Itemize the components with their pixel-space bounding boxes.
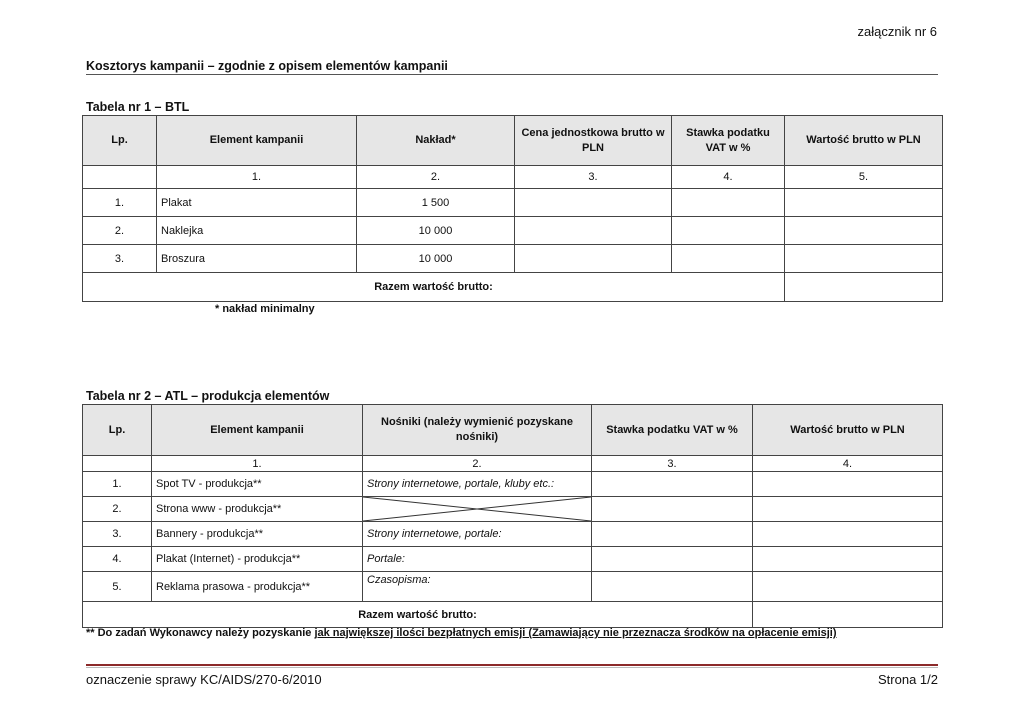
nosniki-cell[interactable]: Strony internetowe, portale, kluby etc.:	[363, 472, 592, 497]
lp-cell: 1.	[83, 472, 152, 497]
footer-rule	[86, 664, 938, 666]
col-element: Element kampanii	[157, 116, 357, 166]
num-cell: 2.	[363, 456, 592, 472]
total-row	[83, 273, 943, 302]
num-cell: 4.	[672, 166, 785, 189]
naklad-cell: 10 000	[357, 245, 515, 273]
case-reference: oznaczenie sprawy KC/AIDS/270-6/2010	[86, 672, 322, 687]
wartosc-input-cell[interactable]	[753, 497, 943, 522]
table-row	[83, 189, 943, 217]
col-naklad: Nakład*	[357, 116, 515, 166]
col-cena: Cena jednostkowa brutto w PLN	[515, 116, 672, 166]
total-label: Razem wartość brutto:	[83, 273, 785, 302]
total-value-cell[interactable]	[753, 602, 943, 628]
annex-label: załącznik nr 6	[857, 24, 937, 39]
vat-input-cell[interactable]	[592, 522, 753, 547]
element-cell: Reklama prasowa - produkcja**	[152, 572, 363, 602]
table-number-row	[83, 456, 943, 472]
lp-cell: 2.	[83, 217, 157, 245]
nosniki-cell[interactable]: Czasopisma:	[363, 572, 592, 602]
cena-input-cell[interactable]	[515, 189, 672, 217]
table-row	[83, 472, 943, 497]
vat-input-cell[interactable]	[592, 497, 753, 522]
element-cell: Spot TV - produkcja**	[152, 472, 363, 497]
page-number: Strona 1/2	[878, 672, 938, 687]
num-cell	[83, 166, 157, 189]
col-vat: Stawka podatku VAT w %	[592, 405, 753, 456]
lp-cell: 5.	[83, 572, 152, 602]
element-cell: Broszura	[157, 245, 357, 273]
wartosc-input-cell[interactable]	[753, 572, 943, 602]
cena-input-cell[interactable]	[515, 245, 672, 273]
col-element: Element kampanii	[152, 405, 363, 456]
lp-cell: 1.	[83, 189, 157, 217]
num-cell: 2.	[357, 166, 515, 189]
col-vat: Stawka podatku VAT w %	[672, 116, 785, 166]
table-row	[83, 547, 943, 572]
table1-heading: Tabela nr 1 – BTL	[86, 100, 190, 114]
num-cell: 1.	[157, 166, 357, 189]
vat-input-cell[interactable]	[592, 472, 753, 497]
table2-heading: Tabela nr 2 – ATL – produkcja elementów	[86, 389, 330, 403]
wartosc-input-cell[interactable]	[753, 472, 943, 497]
num-cell: 3.	[515, 166, 672, 189]
element-cell: Strona www - produkcja**	[152, 497, 363, 522]
num-cell: 5.	[785, 166, 943, 189]
cross-mark-icon	[363, 497, 591, 521]
wartosc-input-cell[interactable]	[785, 189, 943, 217]
vat-input-cell[interactable]	[672, 189, 785, 217]
wartosc-input-cell[interactable]	[753, 547, 943, 572]
cena-input-cell[interactable]	[515, 217, 672, 245]
table1-footnote: * nakład minimalny	[215, 303, 315, 315]
lp-cell: 2.	[83, 497, 152, 522]
lp-cell: 3.	[83, 245, 157, 273]
btl-table	[82, 115, 943, 302]
lp-cell: 4.	[83, 547, 152, 572]
table2-footnote	[86, 627, 837, 639]
footnote-prefix: ** Do zadań Wykonawcy należy pozyskanie	[86, 627, 315, 639]
wartosc-input-cell[interactable]	[753, 522, 943, 547]
table-row	[83, 572, 943, 602]
vat-input-cell[interactable]	[592, 572, 753, 602]
table-row	[83, 497, 943, 522]
total-row	[83, 602, 943, 628]
table-header-row	[83, 405, 943, 456]
footnote-underlined: jak największej ilości bezpłatnych emisji (Zamawiający nie przeznacza środków na opłacenie emisji)	[314, 627, 837, 639]
num-cell	[83, 456, 152, 472]
table-header-row	[83, 116, 943, 166]
table-row	[83, 522, 943, 547]
num-cell: 1.	[152, 456, 363, 472]
element-cell: Plakat	[157, 189, 357, 217]
footer-rule-thin	[86, 667, 938, 668]
naklad-cell: 10 000	[357, 217, 515, 245]
num-cell: 4.	[753, 456, 943, 472]
wartosc-input-cell[interactable]	[785, 217, 943, 245]
atl-table	[82, 404, 943, 628]
title-underline	[86, 74, 938, 75]
col-wartosc: Wartość brutto w PLN	[785, 116, 943, 166]
element-cell: Bannery - produkcja**	[152, 522, 363, 547]
lp-cell: 3.	[83, 522, 152, 547]
nosniki-cell[interactable]: Strony internetowe, portale:	[363, 522, 592, 547]
wartosc-input-cell[interactable]	[785, 245, 943, 273]
element-cell: Naklejka	[157, 217, 357, 245]
vat-input-cell[interactable]	[672, 217, 785, 245]
document-title: Kosztorys kampanii – zgodnie z opisem elementów kampanii	[86, 59, 448, 73]
col-lp: Lp.	[83, 405, 152, 456]
naklad-cell: 1 500	[357, 189, 515, 217]
element-cell: Plakat (Internet) - produkcja**	[152, 547, 363, 572]
crossed-out-cell	[363, 497, 592, 522]
total-value-cell[interactable]	[785, 273, 943, 302]
table-number-row	[83, 166, 943, 189]
col-lp: Lp.	[83, 116, 157, 166]
total-label: Razem wartość brutto:	[83, 602, 753, 628]
vat-input-cell[interactable]	[672, 245, 785, 273]
nosniki-cell[interactable]: Portale:	[363, 547, 592, 572]
col-nosniki: Nośniki (należy wymienić pozyskane nośniki)	[363, 405, 592, 456]
vat-input-cell[interactable]	[592, 547, 753, 572]
num-cell: 3.	[592, 456, 753, 472]
col-wartosc: Wartość brutto w PLN	[753, 405, 943, 456]
table-row	[83, 217, 943, 245]
table-row	[83, 245, 943, 273]
